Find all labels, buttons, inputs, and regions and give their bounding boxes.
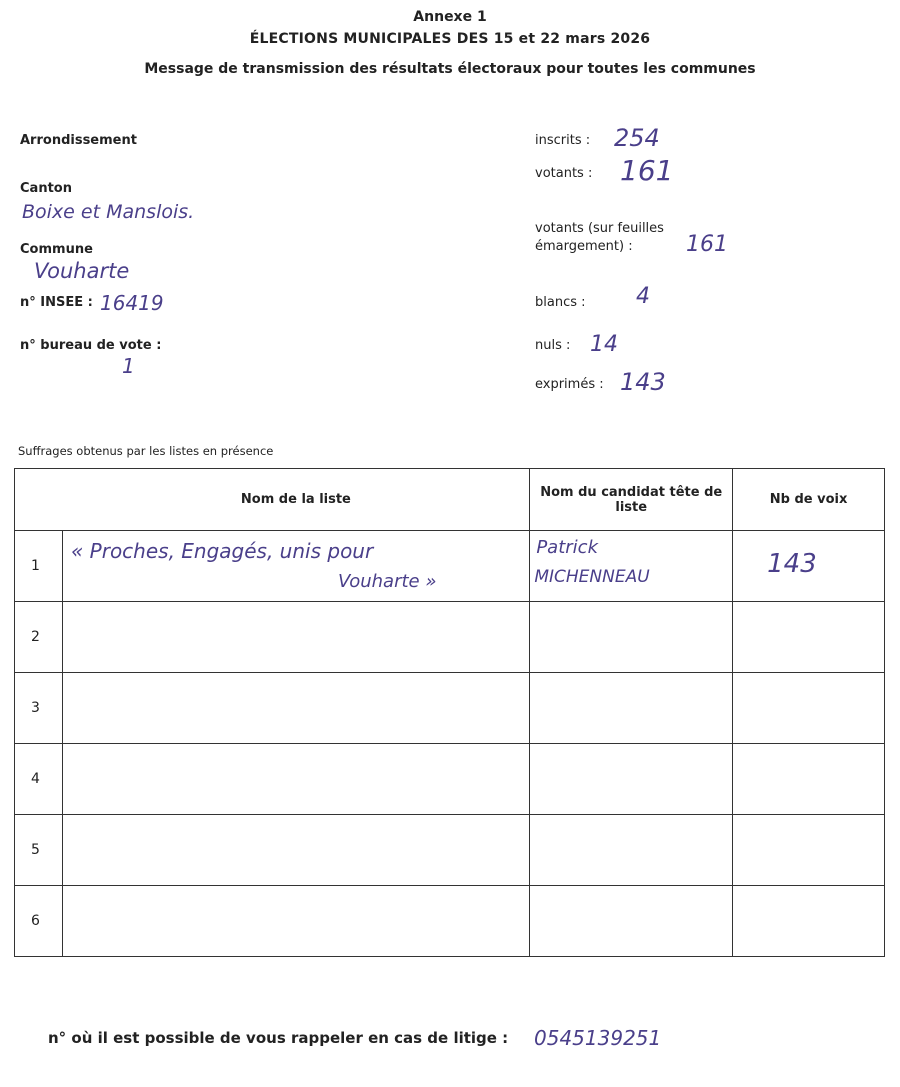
- nuls-field[interactable]: 14: [590, 332, 618, 357]
- votants-feuilles-field[interactable]: 161: [686, 232, 728, 257]
- bureau-field[interactable]: 1: [122, 354, 135, 378]
- inscrits-field[interactable]: 254: [614, 124, 660, 152]
- header-liste: Nom de la liste: [62, 469, 529, 531]
- voix-cell[interactable]: [733, 744, 885, 815]
- row-number: 4: [15, 744, 63, 815]
- row-number: 3: [15, 673, 63, 744]
- canton-label: Canton: [20, 181, 72, 196]
- voix-value: 143: [767, 549, 817, 579]
- table-row: [15, 602, 885, 673]
- candidat-cell[interactable]: [530, 744, 733, 815]
- nuls-label: nuls :: [535, 338, 571, 353]
- votants-feuilles-label-2: émargement) :: [535, 239, 633, 254]
- liste-cell[interactable]: [62, 886, 529, 957]
- candidat-cell[interactable]: [530, 531, 733, 602]
- inscrits-label: inscrits :: [535, 133, 591, 148]
- blancs-label: blancs :: [535, 295, 586, 310]
- table-row: [15, 744, 885, 815]
- liste-cell[interactable]: [62, 602, 529, 673]
- candidat-cell[interactable]: [530, 886, 733, 957]
- header-candidat: Nom du candidat tête de liste: [530, 469, 733, 531]
- row-number: 6: [15, 886, 63, 957]
- liste-name-line1: « Proches, Engagés, unis pour: [70, 539, 374, 563]
- row-number: 2: [15, 602, 63, 673]
- bureau-label: n° bureau de vote :: [20, 338, 162, 353]
- liste-cell[interactable]: [62, 815, 529, 886]
- table-row: [15, 886, 885, 957]
- header-voix: Nb de voix: [733, 469, 885, 531]
- votants-field[interactable]: 161: [620, 154, 674, 187]
- annex-label: Annexe 1: [413, 9, 487, 25]
- header-num-cell: [15, 469, 63, 531]
- table-caption: Suffrages obtenus par les listes en présence: [18, 444, 274, 458]
- table-row: [15, 531, 885, 602]
- liste-name-line2: Vouharte »: [337, 571, 437, 592]
- table-row: [15, 673, 885, 744]
- liste-cell[interactable]: [62, 673, 529, 744]
- exprimes-label: exprimés :: [535, 377, 604, 392]
- candidat-cell[interactable]: [530, 673, 733, 744]
- row-number: 5: [15, 815, 63, 886]
- row-number: 1: [15, 531, 63, 602]
- commune-field[interactable]: Vouharte: [34, 259, 130, 283]
- voix-cell[interactable]: [733, 602, 885, 673]
- candidat-firstname: Patrick: [536, 537, 598, 558]
- blancs-field[interactable]: 4: [636, 284, 650, 309]
- canton-field[interactable]: Boixe et Manslois.: [22, 201, 195, 223]
- votants-feuilles-label-1: votants (sur feuilles: [535, 221, 664, 236]
- votants-label: votants :: [535, 166, 593, 181]
- commune-label: Commune: [20, 242, 93, 257]
- arrondissement-label: Arrondissement: [20, 133, 137, 148]
- results-table: [14, 468, 885, 957]
- page-subtitle: Message de transmission des résultats électoraux pour toutes les communes: [144, 61, 756, 77]
- exprimes-field[interactable]: 143: [620, 368, 666, 396]
- voix-cell[interactable]: [733, 815, 885, 886]
- liste-cell[interactable]: [62, 744, 529, 815]
- insee-label: n° INSEE :: [20, 295, 93, 310]
- voix-cell[interactable]: [733, 886, 885, 957]
- litige-phone-field[interactable]: 0545139251: [534, 1026, 662, 1050]
- candidat-cell[interactable]: [530, 602, 733, 673]
- table-row: [15, 815, 885, 886]
- litige-phone-label: n° où il est possible de vous rappeler en cas de litige :: [48, 1029, 509, 1047]
- page-title: ÉLECTIONS MUNICIPALES DES 15 et 22 mars 2026: [249, 31, 651, 47]
- table-header-row: [15, 469, 885, 531]
- insee-field[interactable]: 16419: [100, 291, 164, 315]
- liste-cell[interactable]: [62, 531, 529, 602]
- candidat-lastname: MICHENNEAU: [534, 567, 650, 587]
- voix-cell[interactable]: [733, 531, 885, 602]
- voix-cell[interactable]: [733, 673, 885, 744]
- candidat-cell[interactable]: [530, 815, 733, 886]
